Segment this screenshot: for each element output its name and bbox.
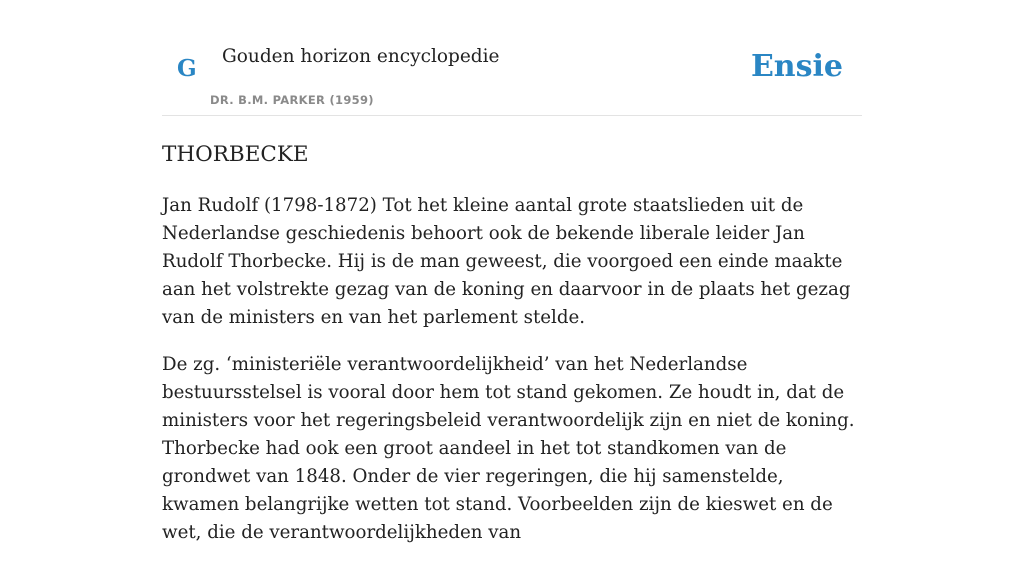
book-author: DR. B.M. PARKER (1959) — [210, 93, 374, 107]
entry-paragraph: Jan Rudolf (1798-1872) Tot het kleine aantal grote staatslieden uit de Nederlandse geschiedenis behoort ook de bekende liberale leider Jan Rudolf Thorbecke. Hij is de man geweest, die voorgoed een einde maakte aan het volstrekte gezag van de koning en daarvoor in de plaats het gezag van de ministers en van het parlement stelde. — [162, 195, 851, 328]
book-title[interactable]: Gouden horizon encyclopedie — [222, 46, 500, 67]
ensie-logo[interactable]: Ensie — [750, 49, 843, 84]
entry-paragraph: De zg. ‘ministeriële verantwoordelijkheid’ van het Nederlandse bestuursstelsel is vooral door hem tot stand gekomen. Ze houdt in, dat de ministers voor het regeringsbeleid verantwoordelijk zijn en niet de koning. Thorbecke had ook een groot aandeel in het tot standkomen van de grondwet van 1848. Onder de vier regeringen, die hij samenstelde, kwamen belangrijke wetten tot stand. Voorbeelden zijn de kieswet en de wet, die de verantwoordelijkheden van — [162, 354, 855, 543]
entry-body — [162, 192, 866, 566]
entry-header — [162, 0, 862, 116]
book-icon[interactable]: G — [177, 55, 197, 82]
content-column — [162, 0, 862, 543]
entry-title: THORBECKE — [162, 142, 309, 167]
